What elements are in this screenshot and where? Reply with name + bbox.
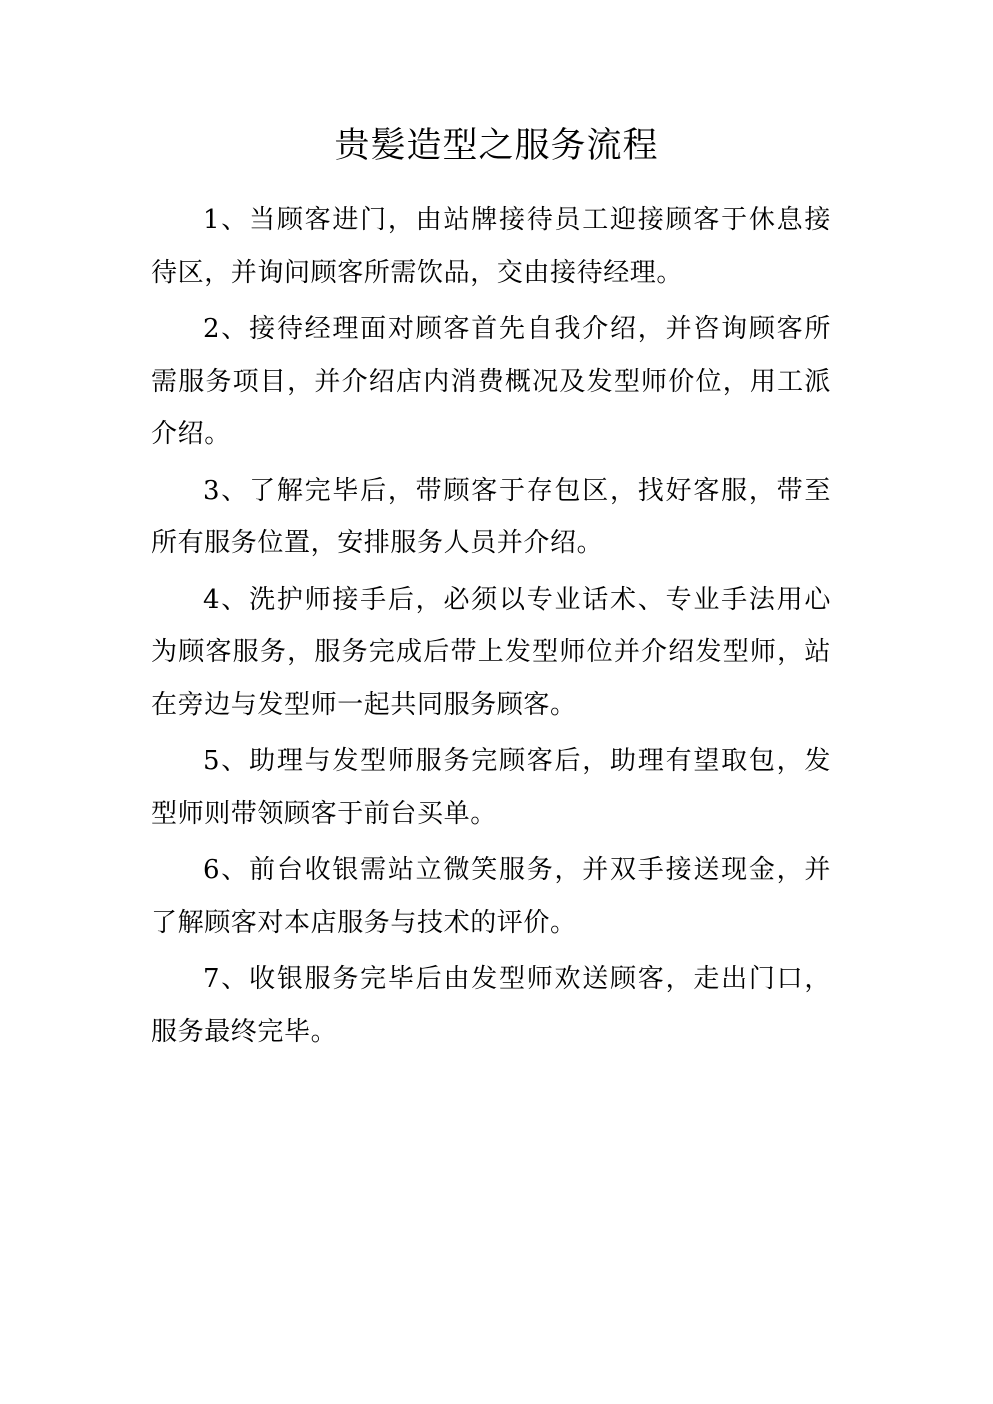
document-body <box>151 194 831 1062</box>
step-paragraph-2: 2、接待经理面对顾客首先自我介绍，并咨询顾客所需服务项目，并介绍店内消费概况及发型师价位，用工派介绍。 <box>151 314 831 449</box>
step-paragraph-4: 4、洗护师接手后，必须以专业话术、专业手法用心为顾客服务，服务完成后带上发型师位并介绍发型师，站在旁边与发型师一起共同服务顾客。 <box>151 584 831 720</box>
step-paragraph-5: 5、助理与发型师服务完顾客后，助理有望取包，发型师则带领顾客于前台买单。 <box>151 746 831 829</box>
step-paragraph-3: 3、了解完毕后，带顾客于存包区，找好客服，带至所有服务位置，安排服务人员并介绍。 <box>151 475 831 558</box>
step-paragraph-1: 1、当顾客进门，由站牌接待员工迎接顾客于休息接待区，并询问顾客所需饮品，交由接待经理。 <box>151 205 831 288</box>
document-title: 贵髪造型之服务流程 <box>334 126 659 166</box>
step-paragraph-7: 7、收银服务完毕后由发型师欢送顾客，走出门口，服务最终完毕。 <box>151 964 831 1047</box>
step-paragraph-6: 6、前台收银需站立微笑服务，并双手接送现金，并了解顾客对本店服务与技术的评价。 <box>151 855 831 938</box>
